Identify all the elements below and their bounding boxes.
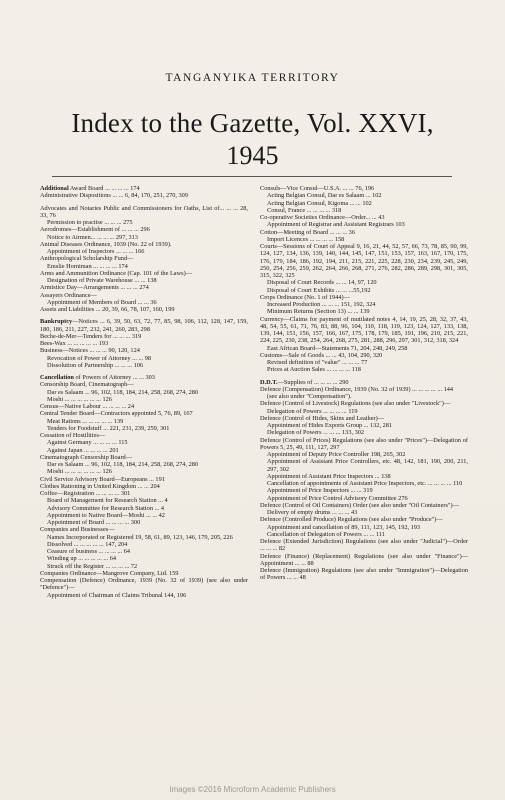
index-entry-text: Civil Service Advisory Board—Europeans ... 191 [40, 475, 165, 483]
index-entry-text: Moshi ... ... ... ... ... ... 126 [47, 468, 112, 476]
index-entry [260, 480, 468, 487]
index-entry-text: Defence (Finance) (Replacement) Regulations (see also under "Finance")—Appointment ... ... 88 [260, 552, 468, 567]
index-entry-text: Crops Ordinance (No. 1 of 1944)— [260, 293, 350, 301]
index-entry-text: —Notices ... 6, 39, 50, 63, 72, 77, 85, 98, 106, 112, 128, 147, 159, 180, 186, 211, 227, 232, 241, 260, 283, 298 [40, 318, 248, 333]
index-entry [40, 277, 248, 284]
index-entry-text: Defence (Extended Jurisdiction) Regulations (see also under "Judicial")—Order ... ... ... 82 [260, 538, 468, 553]
index-entry [40, 592, 248, 599]
index-entry [260, 236, 468, 243]
index-entry [260, 487, 468, 494]
index-entry [40, 192, 248, 199]
index-entry [40, 248, 248, 255]
index-entry [40, 512, 248, 519]
index-entry [40, 347, 248, 354]
index-entry [40, 263, 248, 270]
index-entry [40, 425, 248, 432]
index-entry [40, 374, 248, 381]
index-entry-text: Cinematograph Censorship Board— [40, 453, 132, 461]
index-entry-text: Anthropological Scholarship Fund— [40, 255, 134, 263]
index-entry-text: Armistice Day—Arrangements ... ... ... 274 [40, 284, 149, 292]
index-entry-text: Advocates and Notaries Public and Commissioners for Oaths, List of... ... ... 28, 33, 76 [40, 204, 248, 219]
index-entry-text: Cessation of Hostilities— [40, 432, 106, 439]
index-entry-text: Appointment of Members of Board ... ... 36 [47, 298, 157, 306]
index-entry [40, 241, 248, 248]
index-entry-text: Winding up ... ... ... ... ... 64 [47, 555, 117, 563]
index-entry-text: Tenders for Foodstuff ... 221, 231, 239, 259, 301 [47, 424, 170, 432]
index-entry-text: —Supplies of ... ... ... ... 290 [277, 378, 349, 386]
index-entry [40, 333, 248, 340]
index-entry-text: Appointment of Price Inspectors ... ... 319 [267, 487, 373, 495]
index-entry-heading: Additional [40, 185, 69, 192]
index-entry [260, 437, 468, 452]
index-entry-text: Appointment of Registrar and Assistant Registrars 103 [267, 221, 405, 229]
index-entry-text: Defence (Control of Hides, Skins and Leather)— [260, 414, 384, 422]
index-entry-text: Appointment of Chairman of Claims Tribunal 144, 196 [47, 591, 187, 599]
index-entry [40, 318, 248, 333]
index-entry [40, 396, 248, 403]
index-entry [40, 541, 248, 548]
index-entry [260, 422, 468, 429]
index-entry [40, 461, 248, 468]
index-entry-text: Appointment and cancellation of 89, 111, 123, 145, 192, 193 [267, 523, 421, 531]
index-entry-text: Census—Native Labour ... ... ... ... 24 [40, 403, 135, 410]
index-entry-text: Cotton—Meeting of Board ... ... ... 36 [260, 228, 355, 236]
index-entry [40, 447, 248, 454]
index-entry [260, 524, 468, 531]
index-entry-text: Against Germany ... ... ... ... 115 [47, 439, 128, 447]
index-entry-text: Consul, France ... ... ... ... 318 [267, 206, 342, 214]
index-entry-text: Award Board ... ... ... ... 174 [68, 185, 140, 192]
index-entry [260, 229, 468, 236]
index-entry [40, 505, 248, 512]
index-entry [260, 429, 468, 436]
index-entry [40, 284, 248, 291]
index-entry-text: Disposal of Court Records ... ... 14, 97, 120 [267, 279, 377, 287]
index-entry [260, 243, 468, 279]
index-entry-text: Coffee—Registration ... ... ... ... 301 [40, 490, 131, 497]
index-entry [260, 408, 468, 415]
index-entry [40, 226, 248, 233]
document-year: 1945 [226, 141, 279, 170]
index-entry-text: Bees-Wax ... ... ... ... ... 193 [40, 340, 109, 347]
index-entry [40, 299, 248, 306]
header-divider [52, 176, 452, 177]
index-entry [260, 279, 468, 286]
index-entry [260, 294, 468, 301]
index-entry-text: Compensation (Defence) Ordinance, 1939 (No. 32 of 1939) (see also under "Defence")— [40, 577, 248, 592]
index-entry-text: Disposal of Court Exhibits ... ... ...55,192 [267, 286, 371, 294]
publisher-watermark: Images ©2016 Microform Academic Publishers [169, 785, 336, 794]
index-entry-text: Assayers Ordinance— [40, 291, 97, 299]
index-entry-text: Ceasure of business ... ... ... ... 64 [47, 548, 131, 555]
index-entry-text: Defence (Compensation) Ordinance, 1939 (No. 32 of 1939) ... ... ... ... ... 144 [260, 385, 454, 393]
index-entry-text: Appointment of Price Control Advisory Committee 276 [267, 494, 408, 502]
index-entry [40, 468, 248, 475]
index-entry-text: Dissolution of Partnership ... ... ... 106 [47, 361, 144, 369]
index-entry [260, 345, 468, 352]
index-entry [260, 400, 468, 407]
index-entry [40, 519, 248, 526]
index-entry-text: Permission to practise ... ... ... 275 [47, 219, 133, 226]
index-entry [40, 497, 248, 504]
index-entry-text: Defence (Control of Prices) Regulations (see also under "Prices")—Delegation of Powers 5, 25, 49, 111, 127, 297 [260, 436, 468, 451]
index-entry-text: East African Board—Statements 71, 204, 248, 249, 258 [267, 344, 408, 352]
index-entry [40, 483, 248, 490]
index-entry-text: Defence (Control of Oil Containers) Order (see also under "Oil Containers")— [260, 501, 459, 509]
index-entry [40, 555, 248, 562]
index-entry [260, 393, 468, 400]
index-entry-text: Animal Diseases Ordinance, 1939 (No. 22 of 1939). [40, 240, 172, 248]
index-entry-text: Arms and Ammunition Ordinance (Cap. 101 of the Laws)— [40, 269, 192, 277]
index-entry-text: Increased Production ... ... ... 151, 192, 324 [267, 301, 376, 308]
index-entry-text: (see also under "Compensation"). [267, 393, 352, 400]
index-entry [260, 531, 468, 538]
index-entry-text: Defence (Controlled Produce) Regulations (see also under "Produce")— [260, 516, 443, 524]
index-entry-text: Names Incorporated or Registered 19, 58, 61, 89, 123, 146, 179, 205, 226 [47, 533, 233, 541]
index-entry [40, 340, 248, 347]
index-entry [40, 476, 248, 483]
index-entry [40, 490, 248, 497]
index-entry [40, 185, 248, 192]
index-entry [40, 418, 248, 425]
index-entry [40, 355, 248, 362]
index-entry [40, 219, 248, 226]
index-entry [40, 563, 248, 570]
index-entry [260, 207, 468, 214]
index-entry [260, 509, 468, 516]
index-entry-text: Appointment of Assistant Price Controllers, etc. 48, 142, 181, 190, 200, 211, 297, 302 [267, 458, 468, 473]
index-entry-text: Dissolved ... ... ... ... ... 147, 204 [47, 540, 128, 548]
index-entry [40, 548, 248, 555]
index-entry [260, 553, 468, 568]
index-entry [40, 439, 248, 446]
index-entry [260, 458, 468, 473]
index-entry [260, 287, 468, 294]
index-entry-text: Administrative Dispositions ... ... 6, 84, 170, 251, 270, 309 [40, 192, 188, 200]
index-entry-heading: Bankruptcy [40, 318, 73, 326]
index-entry-text: Beche-de-Mer—Tenders for ... ... ... 319 [40, 332, 142, 340]
index-entry [260, 567, 468, 582]
index-entry-text: Aerodromes—Establishment of ... ... ... 296 [40, 226, 150, 234]
index-entry-text: Assets and Liabilities ... 20, 39, 66, 78, 107, 160, 199 [40, 306, 175, 313]
index-entry-text: Against Japan ... ... ... ... 201 [47, 446, 119, 454]
index-column-right [260, 185, 468, 582]
index-entry-text: Appointment of Hides Exports Group ... 132, 281 [267, 422, 393, 429]
index-entry-text: Designation of Private Warehouse ... ... 138 [47, 277, 157, 284]
index-entry-text: Delivery of empty drums ... ... ... 43 [267, 509, 358, 516]
index-entry [40, 205, 248, 220]
index-entry [260, 495, 468, 502]
index-entry [260, 316, 468, 345]
index-entry-text: Currency—Claims for payment of mutilated notes 4, 14, 19, 25, 28, 32, 37, 43, 48, 54, 55, 61, 71, 76, 83, 88, 96, 104, 110, 118, 119, 123, 124, 127, 133, 138, 139, 144, 151, 156, 157, 166, 167, 175, 178, 179, 185, 191, 196, 210, 215, 221, 224, 225, 230, 238, 254, 264, 268, 275, 281, 288, 296, 297, 301, 312, 318, 324 [260, 315, 468, 345]
index-entry [40, 255, 248, 262]
territory-heading: TANGANYIKA TERRITORY [165, 72, 340, 84]
index-entry-text: Notice to Airmen... ... ... ... 297, 313 [47, 233, 138, 241]
index-entry-text: Import Licences ... ... ... ... 158 [267, 235, 345, 243]
index-entry [40, 292, 248, 299]
index-entry [40, 577, 248, 592]
index-entry-text: of Powers of Attorney ... ... 303 [73, 374, 155, 381]
index-entry [260, 221, 468, 228]
index-entry-text: Prices at Auction Sales ... ... ... ... 118 [267, 366, 361, 374]
index-entry [40, 362, 248, 369]
index-entry [40, 410, 248, 417]
index-entry-text: Appointment of Board ... ... ... ... 300 [47, 519, 141, 526]
index-entry [260, 516, 468, 523]
index-entry [260, 379, 468, 386]
index-entry-text: Customs—Sale of Goods ... ... 43, 104, 290, 320 [260, 351, 383, 359]
index-entry-text: Companies and Businesses— [40, 526, 115, 534]
index-entry-text: Revocation of Power of Attorney ... ... 98 [47, 354, 152, 362]
index-entry-text: Revised definition of "value" ... ... ... 77 [267, 359, 368, 366]
index-entry-text: Censorship Board, Cinematograph— [40, 381, 134, 389]
index-entry-text: Dar es Salaam ... 96, 102, 118, 184, 214, 258, 268, 274, 280 [47, 461, 199, 468]
index-entry [260, 502, 468, 509]
index-entry-text: Acting Belgian Consul, Dar es Salaam ... 102 [267, 192, 382, 200]
index-entry [40, 526, 248, 533]
index-entry-text: Struck off the Register ... ... ... ... 72 [47, 562, 138, 570]
document-title: Index to the Gazette, Vol. XXVI, [71, 108, 434, 138]
index-entry-heading: Cancellation [40, 374, 74, 381]
index-entry [40, 389, 248, 396]
index-entry-heading: D.D.T. [260, 378, 278, 386]
index-entry-text: Courts—Sessions of Court of Appeal 9, 16, 21, 44, 52, 57, 66, 73, 78, 85, 90, 99, 124, 127, 134, 136, 139, 140, 144, 145, 147, 151, 153, 157, 163, 167, 170, 175, 176, 179, 184, 186, 192, 194, 211, 215, 221, 225, 228, 230, 234, 239, 245, 249, 250, 254, 256, 259, 262, 264, 266, 268, 271, 276, 282, 286, 289, 298, 301, 305, 315, 322, 325 [260, 243, 468, 279]
index-entry [260, 359, 468, 366]
index-entry [260, 200, 468, 207]
index-entry-text: Cancellation of appointments of Assistant Price Inspectors, etc. ... ... ... ... 110 [267, 480, 463, 487]
index-entry [260, 366, 468, 373]
index-entry [40, 534, 248, 541]
index-entry [40, 570, 248, 577]
index-entry-text: Board of Management for Research Station ... 4 [47, 497, 168, 505]
index-entry-text: Appointment of Deputy Price Controller 198, 265, 302 [267, 451, 406, 458]
index-entry-text: Co-operative Societies Ordinance—Order... ... 43 [260, 214, 385, 221]
index-entry [260, 308, 468, 315]
index-entry-text: Business—Notices ... ... ... 90, 120, 124 [40, 347, 140, 355]
index-entry-text: Consuls—Vice Consul—U.S.A. ... ... 76, 196 [260, 185, 375, 192]
index-entry [40, 270, 248, 277]
index-entry [260, 301, 468, 308]
index-entry [40, 306, 248, 313]
index-entry-text: Central Tender Board—Contractors appointed 5, 76, 89, 167 [40, 410, 193, 418]
index-entry [260, 214, 468, 221]
index-column-left [40, 185, 248, 599]
index-entry-text: Advisory Committee for Research Station ... 4 [47, 504, 164, 512]
index-entry-text: Dar es Salaam ... 96, 102, 118, 184, 214, 258, 268, 274, 280 [47, 388, 199, 396]
index-entry-text: Defence (Control of Livestock) Regulations (see also under "Livestock")— [260, 400, 451, 408]
index-entry [40, 234, 248, 241]
index-entry [260, 192, 468, 199]
index-entry [40, 454, 248, 461]
index-entry [260, 185, 468, 192]
index-entry-text: Cancellation of Delegation of Powers ... ... 111 [267, 530, 385, 538]
index-entry [260, 451, 468, 458]
index-entry-text: Defence (Immigration) Regulations (see also under "Immigration")—Delegation of Powers ... ... 48 [260, 567, 468, 582]
index-entry-text: Delegation of Powers ... ... ... ... 119 [267, 407, 358, 415]
index-entry-text: Delegation of Powers ... ... ... 133, 302 [267, 429, 365, 437]
index-entry-text: Appointment to Native Board—Moshi ... ... 42 [47, 511, 165, 519]
index-entry-text: Acting Belgian Consul, Kigoma ... ... 102 [267, 199, 372, 207]
index-entry [260, 415, 468, 422]
index-entry [260, 538, 468, 553]
index-entry-text: Emslie Horniman ... ... ... ... 174 [47, 262, 128, 270]
index-entry-text: Minimum Returns (Section 13) ... ... 139 [267, 308, 370, 316]
index-entry [260, 352, 468, 359]
index-entry [260, 386, 468, 393]
index-entry [40, 432, 248, 439]
index-entry-text: Meat Rations ... ... ... ... ... 139 [47, 417, 124, 425]
index-entry [40, 381, 248, 388]
index-entry-text: Appointment of Assistant Price Inspectors ... 138 [267, 472, 391, 480]
index-entry-text: Clothes Rationing in United Kingdom ... ... 204 [40, 482, 160, 490]
index-entry-text: Appointment of Inspectors ... ... ... 166 [47, 248, 145, 255]
index-entry [260, 473, 468, 480]
index-entry-text: Moshi ... ... ... ... ... ... 126 [47, 395, 112, 403]
index-entry-text: Companies Ordinance—Mangrove Company, Ltd. 159 [40, 569, 179, 577]
index-entry [40, 403, 248, 410]
